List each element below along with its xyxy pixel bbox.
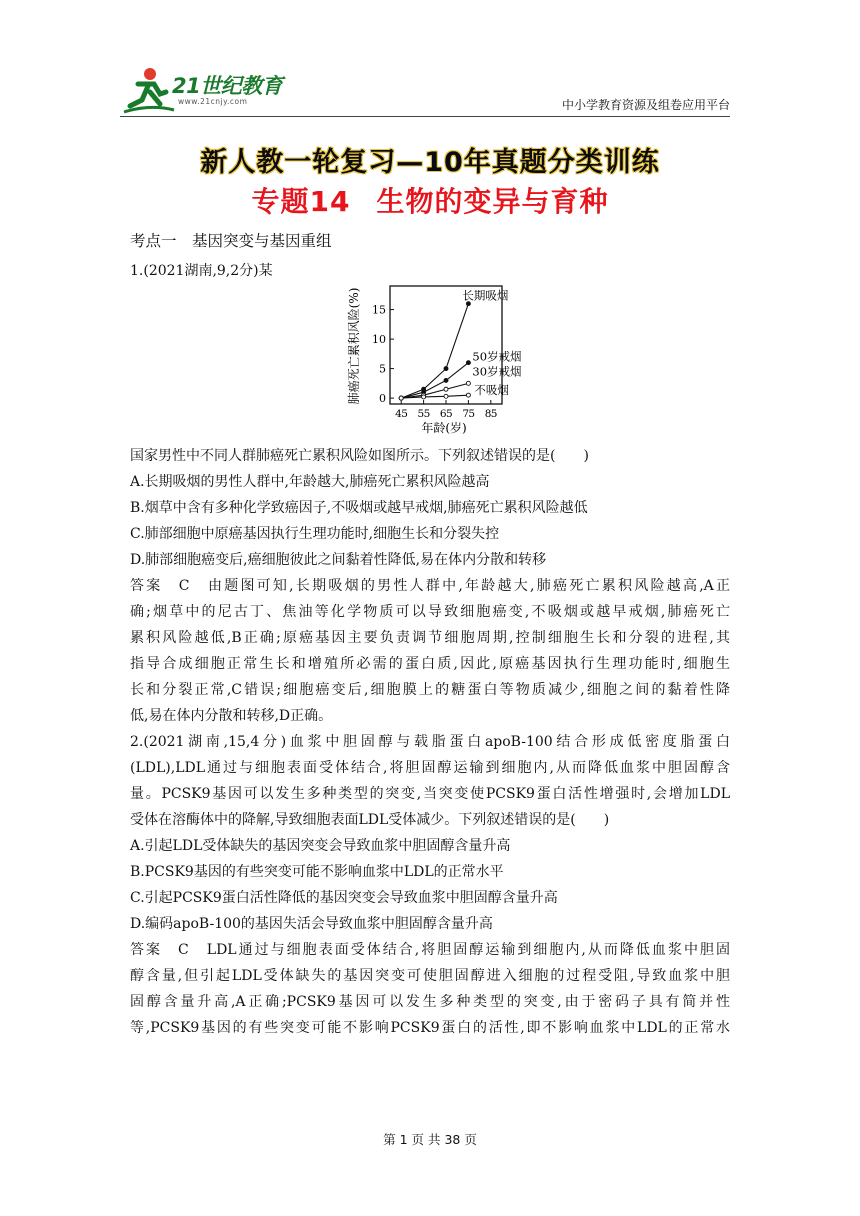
q1-answer-line: 确;烟草中的尼古丁、焦油等化学物质可以导致细胞癌变,不吸烟或越早戒烟,肺癌死亡: [130, 604, 730, 620]
q2-option-d: D.编码apoB-100的基因失活会导致血浆中胆固醇含量升高: [130, 916, 493, 932]
y-tick-label: 0: [379, 392, 386, 406]
q2-stem-line: 受体在溶酶体中的降解,导致细胞表面LDL受体减少。下列叙述错误的是( ): [130, 812, 610, 828]
data-point: [422, 395, 426, 399]
y-tick-label: 10: [372, 333, 386, 347]
series-line: [401, 363, 468, 398]
y-axis-label: 肺癌死亡累积风险(%): [347, 287, 361, 405]
q1-answer-line: 累积风险越低,B正确;原癌基因主要负责调节细胞周期,控制细胞生长和分裂的进程,其: [130, 630, 730, 646]
logo: [120, 62, 300, 116]
q1-option-b: B.烟草中含有多种化学致癌因子,不吸烟或越早戒烟,肺癌死亡累积风险越低: [130, 500, 588, 516]
q2-stem-line: (LDL),LDL通过与细胞表面受体结合,将胆固醇运输到细胞内,从而降低血浆中胆固醇含: [130, 760, 730, 776]
series-label: 长期吸烟: [462, 288, 509, 303]
runner-logo-icon: [120, 62, 176, 116]
q1-answer-line: 低,易在体内分散和转移,D正确。: [130, 708, 333, 724]
q2-option-a: A.引起LDL受体缺失的基因突变会导致血浆中胆固醇含量升高: [130, 838, 511, 854]
q1-answer-line: 答案 C 由题图可知,长期吸烟的男性人群中,年龄越大,肺癌死亡累积风险越高,A正: [130, 578, 730, 594]
q2-option-c: C.引起PCSK9蛋白活性降低的基因突变会导致血浆中胆固醇含量升高: [130, 890, 558, 906]
q2-answer-line: 答案 C LDL通过与细胞表面受体结合,将胆固醇运输到细胞内,从而降低血浆中胆固: [130, 942, 730, 958]
series-label: 50岁戒烟: [472, 349, 522, 364]
series-label: 30岁戒烟: [472, 364, 522, 379]
topic-number: 专题14: [251, 185, 351, 218]
page-footer: 第 1 页 共 38 页: [383, 1132, 477, 1147]
q1-option-d: D.肺部细胞癌变后,癌细胞彼此之间黏着性降低,易在体内分散和转移: [130, 552, 547, 568]
x-tick-label: 75: [462, 408, 475, 420]
section-heading: 考点一 基因突变与基因重组: [130, 232, 332, 250]
y-tick-label: 5: [379, 362, 386, 376]
header-divider: [120, 116, 730, 117]
topic-title: [0, 180, 860, 220]
topic-name: 生物的变异与育种: [376, 185, 609, 218]
question-body: [130, 443, 730, 1041]
series-line: [401, 304, 468, 398]
x-tick-label: 55: [417, 408, 430, 420]
q1-header: 1.(2021湖南,9,2分)某: [130, 263, 273, 279]
q1-option-a: A.长期吸烟的男性人群中,年龄越大,肺癌死亡累积风险越高: [130, 474, 490, 490]
data-point: [444, 367, 448, 371]
x-tick-label: 65: [439, 408, 453, 420]
page-header: [120, 62, 730, 120]
data-point: [466, 393, 470, 397]
q1-answer-line: 长和分裂正常,C错误;细胞癌变后,细胞膜上的糖蛋白等物质减少,细胞之间的黏着性降: [130, 682, 730, 698]
data-point: [466, 381, 470, 385]
q1-stem: 国家男性中不同人群肺癌死亡累积风险如图所示。下列叙述错误的是( ): [130, 448, 589, 464]
data-point: [444, 387, 448, 391]
q2-answer-line: 醇含量,但引起LDL受体缺失的基因突变可使胆固醇进入细胞的过程受阻,导致血浆中胆: [130, 968, 730, 984]
q2-stem-line: 2.(2021湖南,15,4分)血浆中胆固醇与载脂蛋白apoB-100结合形成低密度脂蛋白: [130, 734, 730, 750]
q2-option-b: B.PCSK9基因的有些突变可能不影响血浆中LDL的正常水平: [130, 864, 504, 880]
q1-option-c: C.肺部细胞中原癌基因执行生理功能时,细胞生长和分裂失控: [130, 526, 500, 542]
q2-stem-line: 量。PCSK9基因可以发生多种类型的突变,当突变使PCSK9蛋白活性增强时,会增加LDL: [130, 786, 730, 802]
data-point: [444, 394, 448, 398]
platform-name: 中小学教育资源及组卷应用平台: [561, 98, 730, 112]
data-point: [444, 378, 448, 382]
series-label: 不吸烟: [474, 383, 509, 398]
document-title: 新人教一轮复习—10年真题分类训练: [200, 147, 660, 178]
x-axis-label: 年龄(岁): [421, 421, 467, 435]
logo-text: 21世纪教育: [172, 74, 283, 98]
x-tick-label: 45: [395, 408, 408, 420]
q1-answer-line: 指导合成细胞正常生长和增殖所必需的蛋白质,因此,原癌基因执行生理功能时,细胞生: [130, 656, 730, 672]
q2-answer-line: 固醇含量升高,A正确;PCSK9基因可以发生多种类型的突变,由于密码子具有简并性: [130, 994, 730, 1010]
data-point: [399, 396, 403, 400]
x-tick-label: 85: [484, 408, 497, 420]
data-point: [466, 361, 470, 365]
y-tick-label: 15: [372, 303, 386, 317]
lung-cancer-risk-chart: [346, 278, 522, 438]
q2-answer-line: 等,PCSK9基因的有些突变可能不影响PCSK9蛋白的活性,即不影响血浆中LDL的正常水: [130, 1020, 730, 1036]
logo-url: www.21cnjy.com: [178, 97, 248, 106]
